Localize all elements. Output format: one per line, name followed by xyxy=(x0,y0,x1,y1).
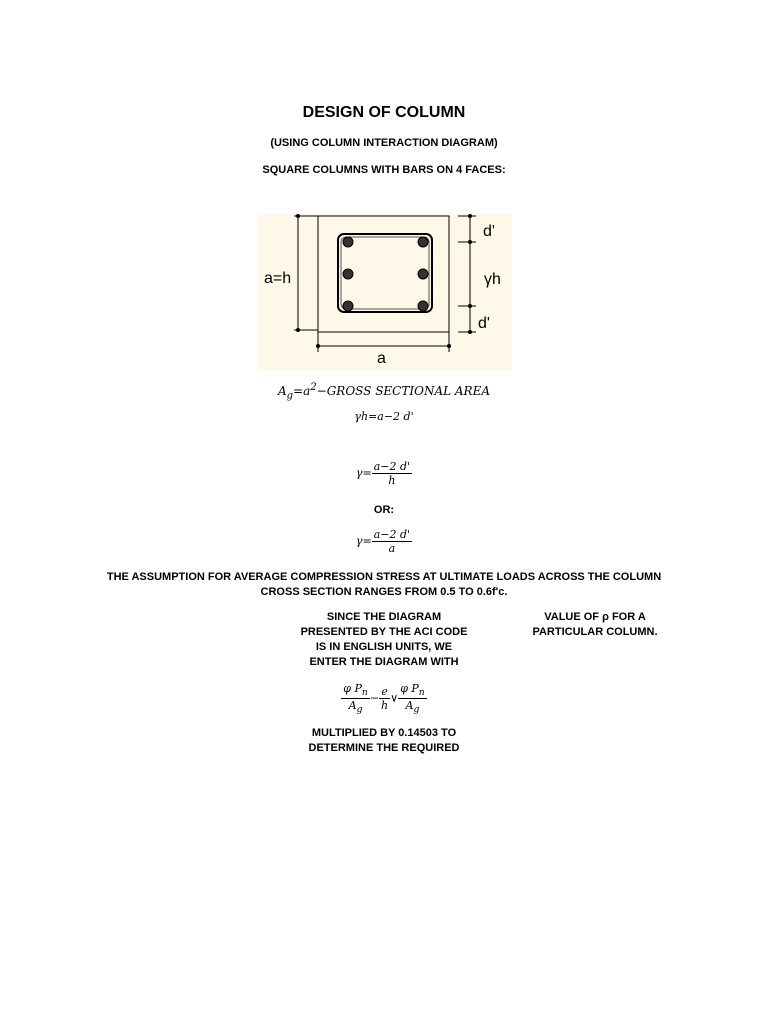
fraction: $\frac{a-2 d'}{h}$ xyxy=(373,460,411,487)
rebar xyxy=(343,269,353,279)
dim-dot xyxy=(447,344,451,348)
assumption-line: THE ASSUMPTION FOR AVERAGE COMPRESSION STRESS AT ULTIMATE LOADS ACROSS THE COLUMN xyxy=(106,571,662,583)
gamma-lhs: γ= xyxy=(355,466,372,480)
text-line: IS IN ENGLISH UNITS, WE xyxy=(315,641,453,653)
label-d-bottom: d' xyxy=(478,315,490,332)
gamma-lhs: γ= xyxy=(355,534,372,548)
text-line: SINCE THE DIAGRAM xyxy=(326,611,442,623)
left-column-text xyxy=(284,610,484,670)
column-cross-section-figure xyxy=(258,214,512,370)
right-column-text xyxy=(500,610,690,640)
text-line: PARTICULAR COLUMN. xyxy=(532,626,658,638)
fraction: $\frac{\varphi P_n}{A_g}$ xyxy=(343,682,368,716)
assumption-paragraph xyxy=(0,570,768,600)
text-line: ENTER THE DIAGRAM WITH xyxy=(309,656,459,668)
label-gamma-h: γh xyxy=(484,271,501,288)
fraction: $\frac{e}{h}$ xyxy=(381,685,389,713)
fraction: $\frac{a-2 d'}{a}$ xyxy=(373,528,411,555)
equation-gamma-over-h xyxy=(0,460,768,487)
dim-dot xyxy=(316,344,320,348)
multiplied-text xyxy=(284,726,484,756)
page-subtitle: (USING COLUMN INTERACTION DIAGRAM) xyxy=(270,137,498,149)
text-line: VALUE OF ρ FOR A xyxy=(544,611,646,623)
rebar xyxy=(418,301,428,311)
label-d-top: d' xyxy=(483,223,495,240)
dim-dot xyxy=(468,304,472,308)
rebar xyxy=(418,269,428,279)
text-line: DETERMINE THE REQUIRED xyxy=(308,742,460,754)
rebar xyxy=(343,301,353,311)
dim-dot xyxy=(468,330,472,334)
dim-dot xyxy=(296,214,300,218)
text-line: MULTIPLIED BY 0.14503 TO xyxy=(311,727,457,739)
rebar xyxy=(343,237,353,247)
page-title: DESIGN OF COLUMN xyxy=(302,104,466,121)
assumption-line: CROSS SECTION RANGES FROM 0.5 TO 0.6f'c. xyxy=(260,586,508,598)
dim-dot xyxy=(468,214,472,218)
label-a-eq-h: a=h xyxy=(264,270,292,287)
dim-dot xyxy=(296,328,300,332)
text-line: PRESENTED BY THE ACI CODE xyxy=(300,626,468,638)
equation-gross-area: $A_g=a^2-GROSS$ SECTIONAL AREA xyxy=(277,382,491,402)
label-a: a xyxy=(377,350,386,367)
equation-gamma-h: γh=a−2 d' xyxy=(354,410,414,423)
equation-gamma-over-a xyxy=(0,528,768,555)
fraction: $\frac{\varphi P_n}{A_g}$ xyxy=(400,682,425,716)
rebar xyxy=(418,237,428,247)
interaction-formula: $\frac{\varphi P_n}{A_g}$ − $\frac{e}{h}$ ∨ $\frac{\varphi P_n}{A_g}$ xyxy=(343,682,425,716)
section-heading: SQUARE COLUMNS WITH BARS ON 4 FACES: xyxy=(262,164,506,176)
dim-dot xyxy=(468,240,472,244)
or-text: OR: xyxy=(373,504,395,516)
